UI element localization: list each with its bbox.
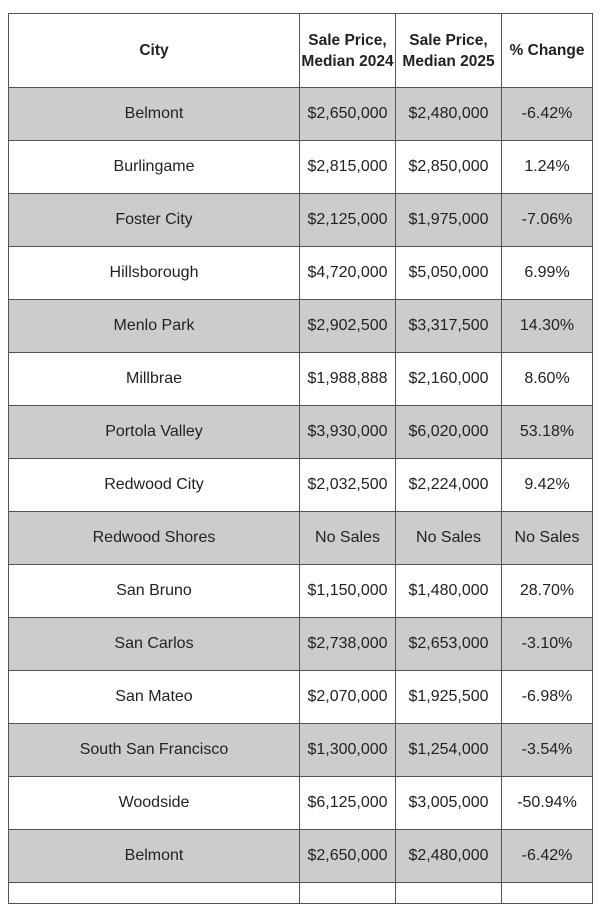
table-row [9, 830, 593, 883]
table-row [9, 724, 593, 777]
cell-city: Belmont [9, 830, 300, 883]
cell-price-2024: $2,032,500 [300, 459, 396, 512]
cell-change: -3.54% [502, 724, 593, 777]
cell-change: 28.70% [502, 565, 593, 618]
cell-city: Menlo Park [9, 300, 300, 353]
cell-price-2024: $2,902,500 [300, 300, 396, 353]
cell-price-2024: $2,070,000 [300, 671, 396, 724]
cell-city: San Mateo [9, 671, 300, 724]
table-row [9, 565, 593, 618]
table-row [9, 194, 593, 247]
cell-change: 9.42% [502, 459, 593, 512]
cell-price-2024: $3,930,000 [300, 406, 396, 459]
cell-price-2025: $5,050,000 [396, 247, 502, 300]
cell-city: San Bruno [9, 565, 300, 618]
cell-city: Belmont [9, 88, 300, 141]
cell-price-2024: No Sales [300, 512, 396, 565]
table-row [9, 406, 593, 459]
cell-price-2024: $1,988,888 [300, 353, 396, 406]
median-sale-price-table [8, 13, 593, 904]
cell-price-2024: $1,300,000 [300, 724, 396, 777]
table-row [9, 353, 593, 406]
table-row [9, 512, 593, 565]
table-row [9, 247, 593, 300]
cell-price-2024: $6,125,000 [300, 777, 396, 830]
cell-price-2024: $2,738,000 [300, 618, 396, 671]
header-price-2025: Sale Price, Median 2025 [396, 14, 502, 88]
cell-change: -50.94% [502, 777, 593, 830]
cell-price-2025: No Sales [396, 512, 502, 565]
cell-change: 53.18% [502, 406, 593, 459]
cell-change: 6.99% [502, 247, 593, 300]
header-change: % Change [502, 14, 593, 88]
cell-change: -6.42% [502, 88, 593, 141]
cell-change: -7.06% [502, 194, 593, 247]
table-row [9, 300, 593, 353]
table-header-row [9, 14, 593, 88]
table-row [9, 141, 593, 194]
table-row [9, 777, 593, 830]
cell-change: -6.42% [502, 830, 593, 883]
cell-price-2024: $2,650,000 [300, 88, 396, 141]
cell-price-2025: $2,160,000 [396, 353, 502, 406]
cell-price-2025: $1,925,500 [396, 671, 502, 724]
cell-city: Redwood Shores [9, 512, 300, 565]
cell-price-2024: $2,125,000 [300, 194, 396, 247]
cell-price-2024: $4,720,000 [300, 247, 396, 300]
table-row [9, 88, 593, 141]
cell-price-2025: $2,653,000 [396, 618, 502, 671]
cell-price-2025: $1,480,000 [396, 565, 502, 618]
cell-price-2025: $3,317,500 [396, 300, 502, 353]
cell-price-2025: $2,850,000 [396, 141, 502, 194]
cell-city: South San Francisco [9, 724, 300, 777]
cell-city: Redwood City [9, 459, 300, 512]
cell-change: -3.10% [502, 618, 593, 671]
cell-price-2025: $2,224,000 [396, 459, 502, 512]
cell-price-2025: $2,480,000 [396, 88, 502, 141]
cell-price-2025: $1,975,000 [396, 194, 502, 247]
cell-city: Millbrae [9, 353, 300, 406]
cell-price-2025: $1,254,000 [396, 724, 502, 777]
cell-city: Burlingame [9, 141, 300, 194]
cell-city: San Carlos [9, 618, 300, 671]
table-row [9, 459, 593, 512]
cell-price-2024: $2,815,000 [300, 141, 396, 194]
cell-price-2024: $2,650,000 [300, 830, 396, 883]
cell-city: Hillsborough [9, 247, 300, 300]
table-row [9, 618, 593, 671]
cell-change: No Sales [502, 512, 593, 565]
cell-price-2025: $6,020,000 [396, 406, 502, 459]
cell-change: 8.60% [502, 353, 593, 406]
table-row [9, 671, 593, 724]
cell-change: -6.98% [502, 671, 593, 724]
cell-city: Woodside [9, 777, 300, 830]
cell-city: Portola Valley [9, 406, 300, 459]
header-city: City [9, 14, 300, 88]
header-price-2024: Sale Price, Median 2024 [300, 14, 396, 88]
cell-price-2025: $2,480,000 [396, 830, 502, 883]
cell-price-2024: $1,150,000 [300, 565, 396, 618]
cell-city: Foster City [9, 194, 300, 247]
cell-price-2025: $3,005,000 [396, 777, 502, 830]
cell-change: 1.24% [502, 141, 593, 194]
cell-change: 14.30% [502, 300, 593, 353]
